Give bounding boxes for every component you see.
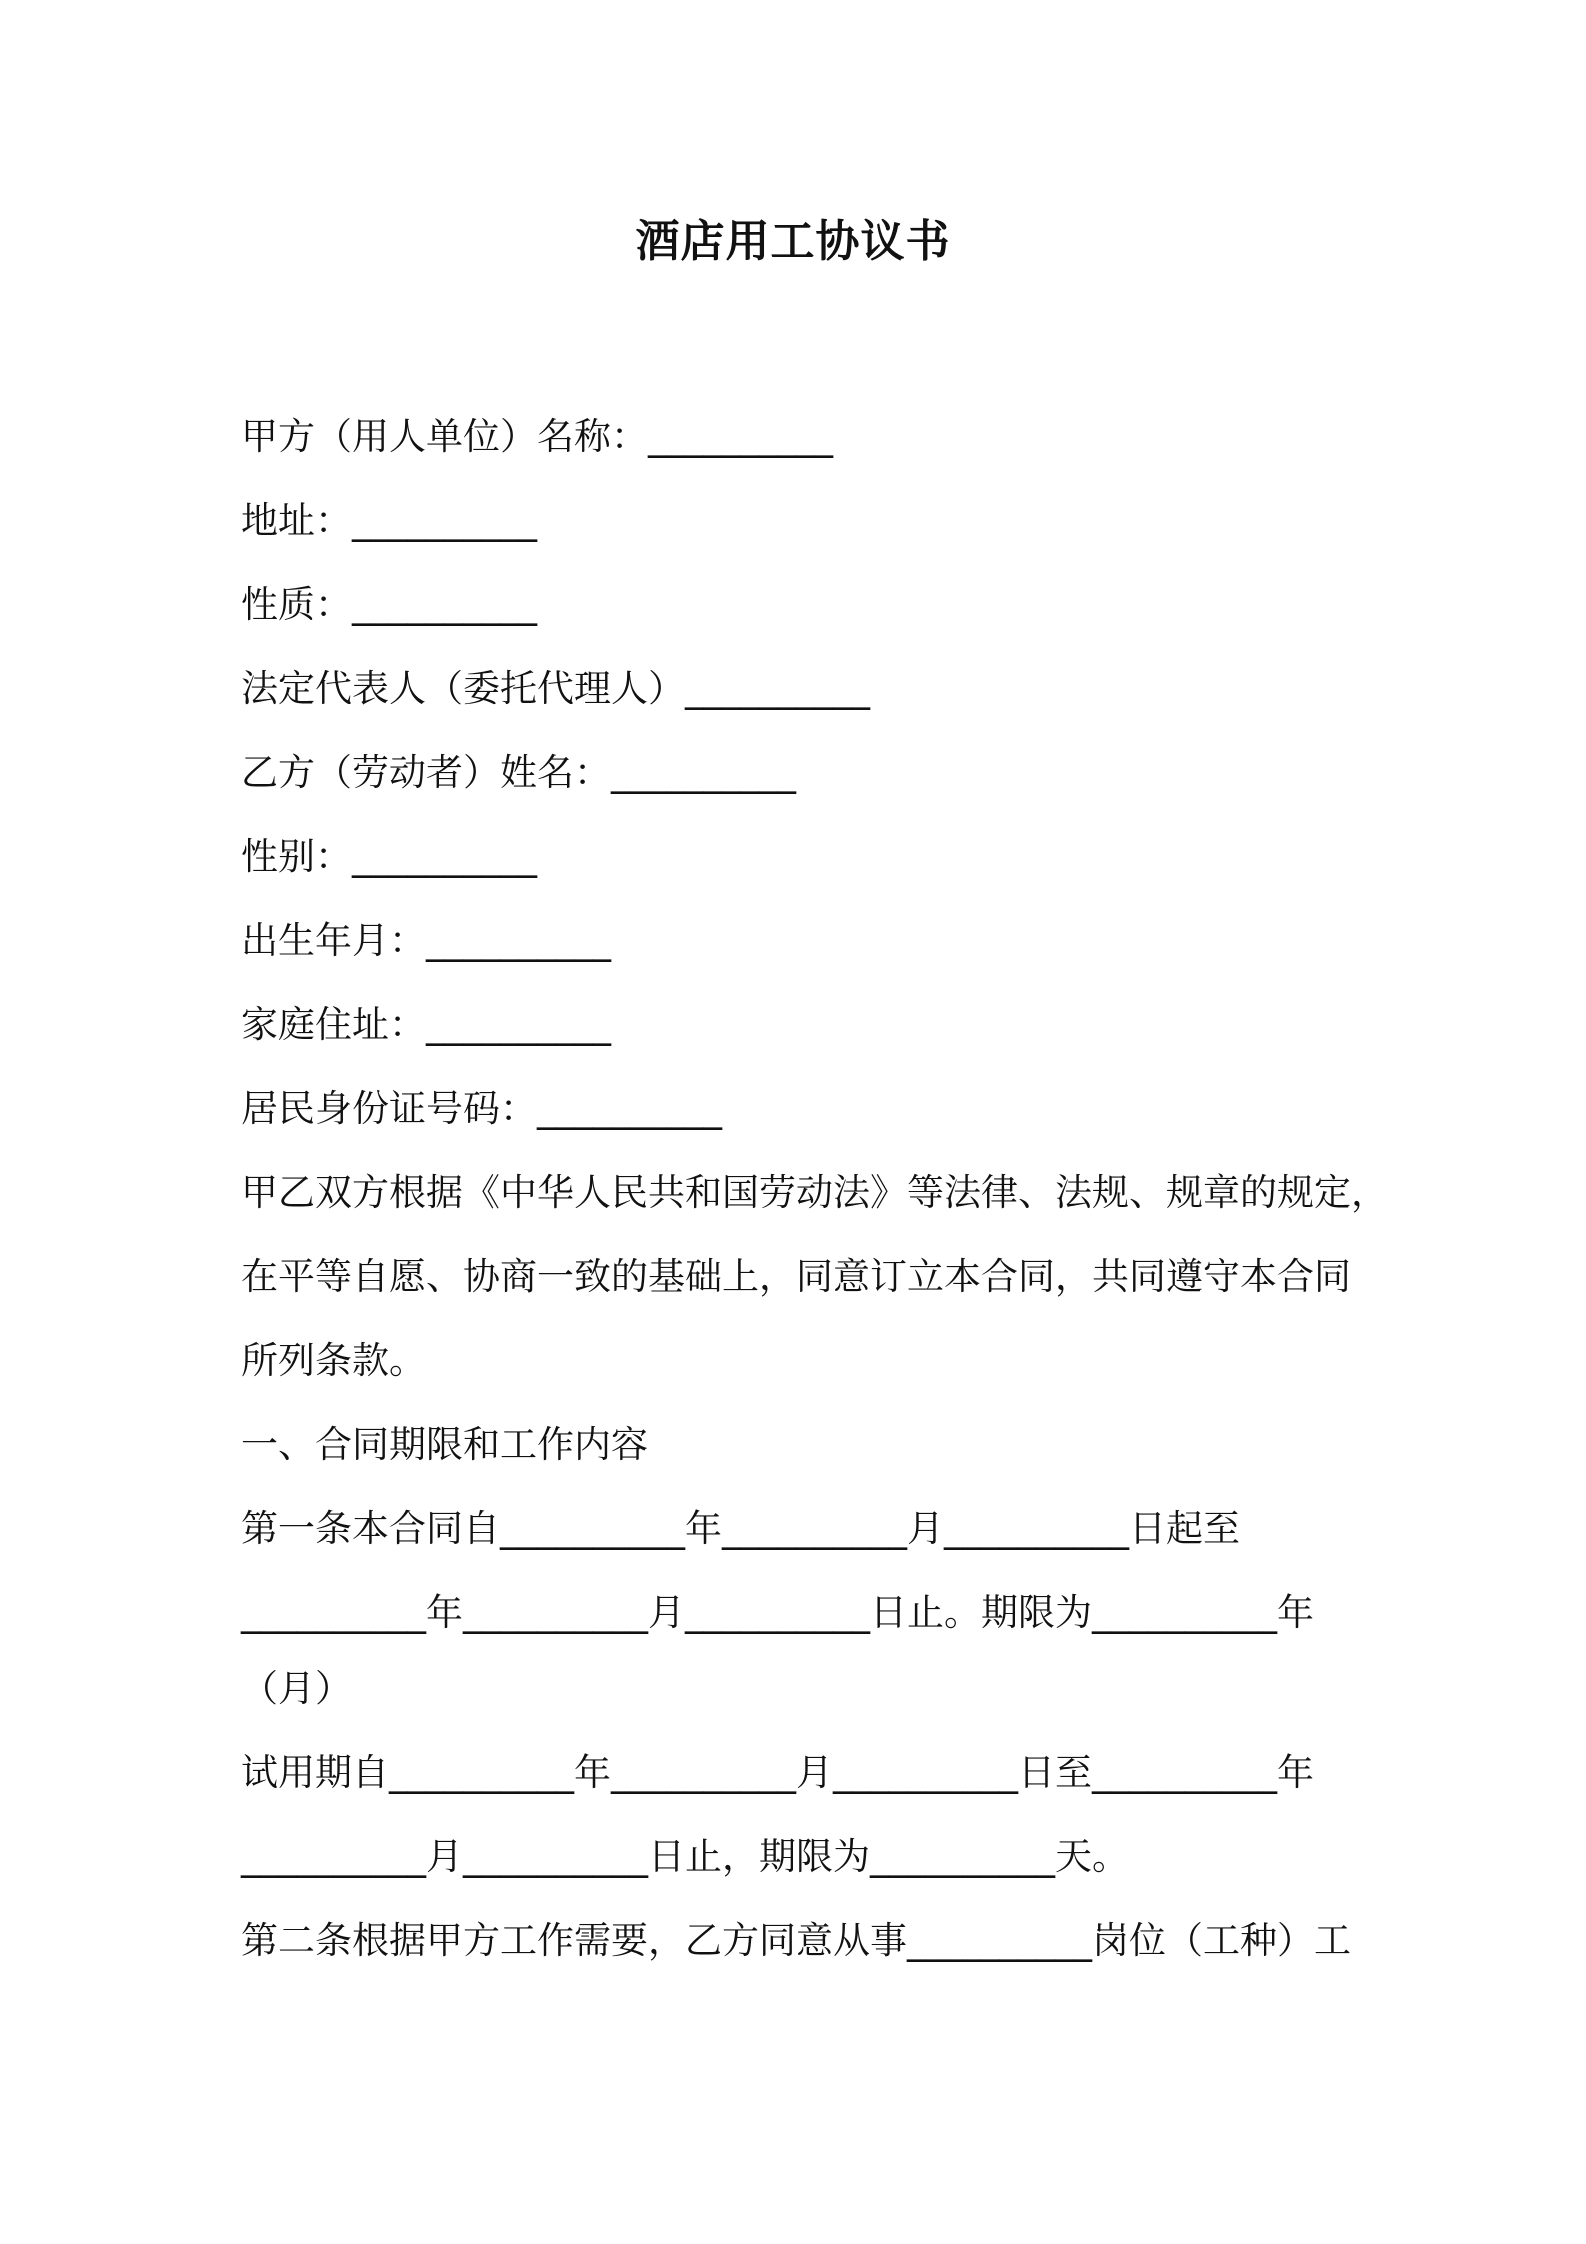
employer-address-line: 地址：__________ xyxy=(241,499,537,542)
article-1-line-1: 第一条本合同自__________年__________月__________日起至 xyxy=(241,1507,1240,1550)
article-2-line-1: 第二条根据甲方工作需要，乙方同意从事__________岗位（工种）工 xyxy=(241,1919,1351,1962)
preamble-line-2: 在平等自愿、协商一致的基础上，同意订立本合同，共同遵守本合同 xyxy=(241,1255,1351,1298)
employer-name-line: 甲方（用人单位）名称：__________ xyxy=(241,415,833,458)
article-1-line-2: __________年__________月__________日止。期限为__________年 xyxy=(241,1591,1314,1634)
employer-nature-line: 性质：__________ xyxy=(241,583,537,626)
id-number-line: 居民身份证号码：__________ xyxy=(241,1087,722,1130)
legal-representative-line: 法定代表人（委托代理人）__________ xyxy=(241,667,870,710)
employee-address-line: 家庭住址：__________ xyxy=(241,1003,611,1046)
employee-name-line: 乙方（劳动者）姓名：__________ xyxy=(241,751,796,794)
probation-line-2: __________月__________日止，期限为__________天。 xyxy=(241,1835,1129,1878)
preamble-line-3: 所列条款。 xyxy=(241,1339,426,1382)
document-title: 酒店用工协议书 xyxy=(635,216,951,267)
employee-gender-line: 性别：__________ xyxy=(241,835,537,878)
article-1-line-3: （月） xyxy=(241,1667,352,1710)
preamble-line-1: 甲乙双方根据《中华人民共和国劳动法》等法律、法规、规章的规定， xyxy=(241,1171,1388,1214)
section-heading: 一、合同期限和工作内容 xyxy=(241,1423,648,1466)
employee-birth-line: 出生年月：__________ xyxy=(241,919,611,962)
probation-line-1: 试用期自__________年__________月__________日至__________年 xyxy=(241,1751,1314,1794)
